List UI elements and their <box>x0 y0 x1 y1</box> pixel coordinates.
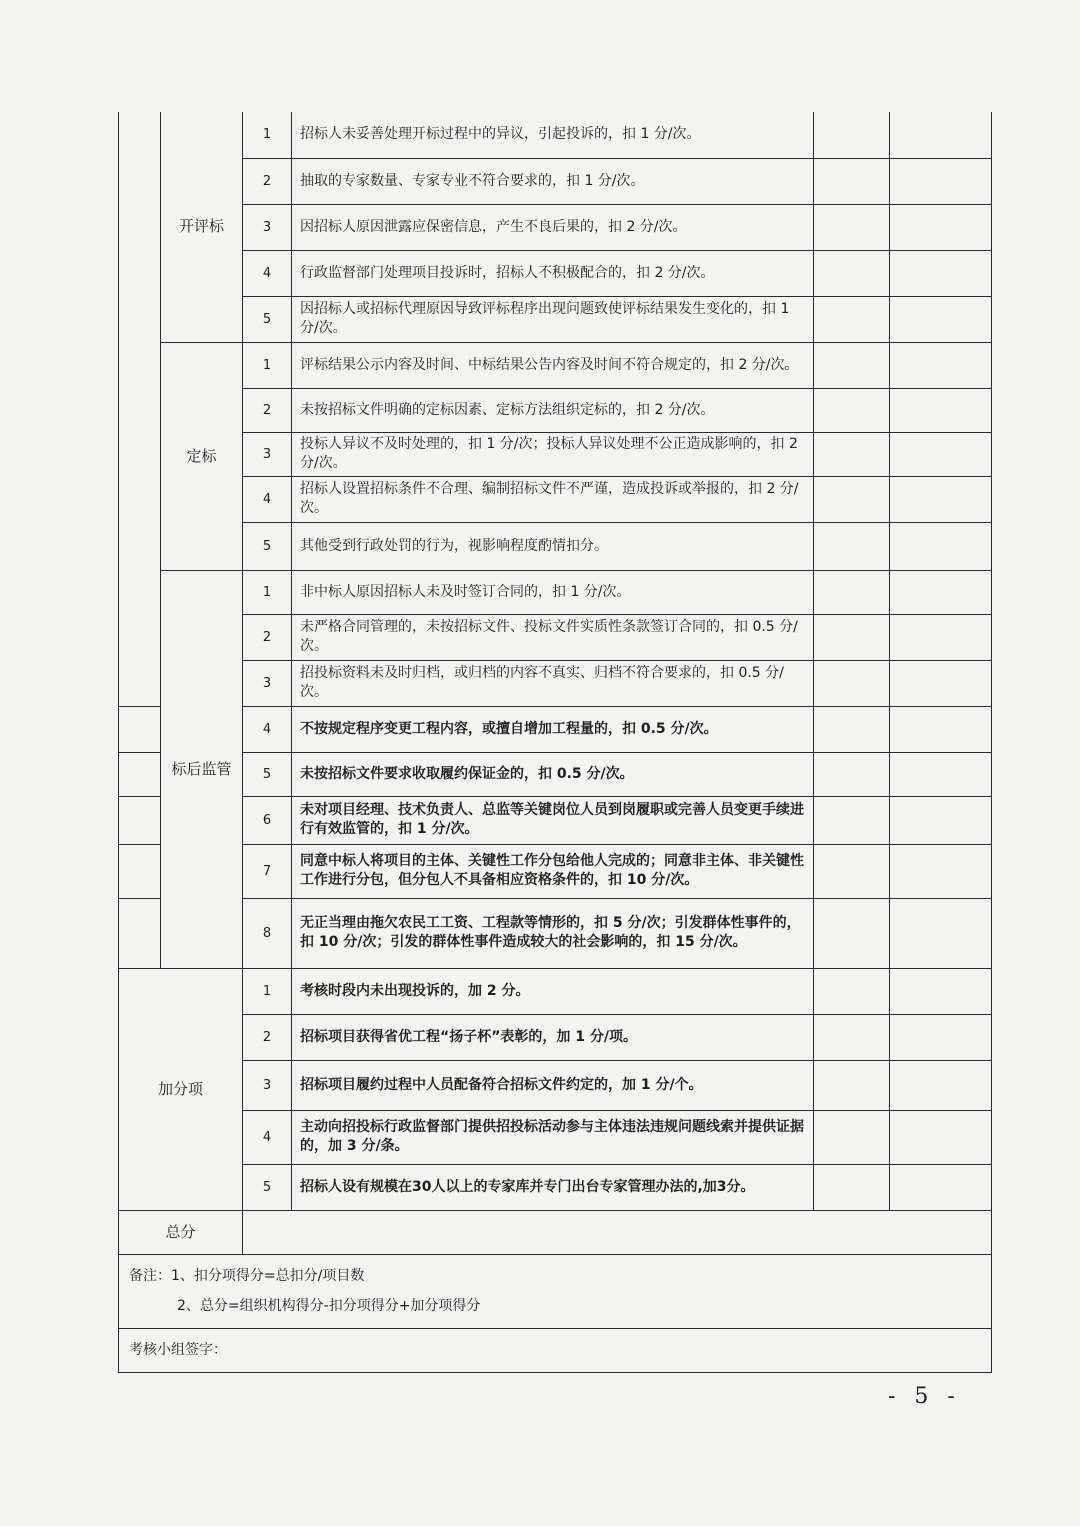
remark-cell <box>890 296 992 342</box>
section-label-dingbiao: 定标 <box>161 342 243 570</box>
item-number: 6 <box>243 796 292 844</box>
item-description: 未对项目经理、技术负责人、总监等关键岗位人员到岗履职或完善人员变更手续进行有效监管的，扣 1 分/次。 <box>292 796 814 844</box>
table-row <box>119 250 992 296</box>
deduction-cell <box>814 1110 890 1164</box>
remark-cell <box>890 796 992 844</box>
table-row <box>119 706 992 752</box>
item-number: 5 <box>243 752 292 796</box>
table-row <box>119 898 992 968</box>
outer-category-cell <box>119 844 161 898</box>
deduction-cell <box>814 250 890 296</box>
remark-cell <box>890 112 992 158</box>
item-number: 2 <box>243 1014 292 1060</box>
deduction-cell <box>814 752 890 796</box>
table-row <box>119 796 992 844</box>
item-description: 无正当理由拖欠农民工工资、工程款等情形的，扣 5 分/次；引发群体性事件的，扣 10 分/次；引发的群体性事件造成较大的社会影响的，扣 15 分/次。 <box>292 898 814 968</box>
item-number: 1 <box>243 112 292 158</box>
total-score-cell <box>243 1210 992 1254</box>
deduction-cell <box>814 660 890 706</box>
section-label-biaohoujianguan: 标后监管 <box>161 570 243 968</box>
table-row <box>119 522 992 570</box>
item-number: 7 <box>243 844 292 898</box>
section-label-kaipingbiao: 开评标 <box>161 112 243 342</box>
item-description: 未按招标文件明确的定标因素、定标方法组织定标的，扣 2 分/次。 <box>292 388 814 432</box>
item-description: 招投标资料未及时归档，或归档的内容不真实、归档不符合要求的，扣 0.5 分/次。 <box>292 660 814 706</box>
table-row <box>119 1110 992 1164</box>
item-number: 1 <box>243 342 292 388</box>
item-description: 其他受到行政处罚的行为，视影响程度酌情扣分。 <box>292 522 814 570</box>
outer-category-cell <box>119 112 161 706</box>
item-number: 2 <box>243 388 292 432</box>
outer-category-cell <box>119 706 161 752</box>
item-description: 不按规定程序变更工程内容，或擅自增加工程量的，扣 0.5 分/次。 <box>292 706 814 752</box>
item-number: 5 <box>243 296 292 342</box>
item-number: 5 <box>243 1164 292 1210</box>
item-description: 抽取的专家数量、专家专业不符合要求的，扣 1 分/次。 <box>292 158 814 204</box>
remark-cell <box>890 570 992 614</box>
deduction-cell <box>814 112 890 158</box>
remark-cell <box>890 1164 992 1210</box>
item-description: 未按招标文件要求收取履约保证金的，扣 0.5 分/次。 <box>292 752 814 796</box>
outer-category-cell <box>119 796 161 844</box>
deduction-cell <box>814 844 890 898</box>
item-description: 招标项目履约过程中人员配备符合招标文件约定的，加 1 分/个。 <box>292 1060 814 1110</box>
remark-cell <box>890 388 992 432</box>
note-line-1: 备注：1、扣分项得分=总扣分/项目数 <box>129 1268 365 1284</box>
item-number: 3 <box>243 204 292 250</box>
remark-cell <box>890 342 992 388</box>
item-number: 1 <box>243 570 292 614</box>
item-description: 因招标人原因泄露应保密信息，产生不良后果的，扣 2 分/次。 <box>292 204 814 250</box>
table-row <box>119 158 992 204</box>
deduction-cell <box>814 296 890 342</box>
item-description: 招标项目获得省优工程“扬子杯”表彰的，加 1 分/项。 <box>292 1014 814 1060</box>
item-number: 8 <box>243 898 292 968</box>
deduction-cell <box>814 204 890 250</box>
item-description: 招标人设置招标条件不合理、编制招标文件不严谨，造成投诉或举报的，扣 2 分/次。 <box>292 476 814 522</box>
table-row <box>119 1164 992 1210</box>
item-number: 3 <box>243 1060 292 1110</box>
item-description: 未严格合同管理的，未按招标文件、投标文件实质性条款签订合同的，扣 0.5 分/次。 <box>292 614 814 660</box>
table-row <box>119 432 992 476</box>
section-label-bonus: 加分项 <box>119 968 243 1210</box>
notes-row <box>119 1254 992 1328</box>
remark-cell <box>890 898 992 968</box>
item-description: 因招标人或招标代理原因导致评标程序出现问题致使评标结果发生变化的，扣 1 分/次。 <box>292 296 814 342</box>
deduction-cell <box>814 158 890 204</box>
deduction-cell <box>814 796 890 844</box>
remark-cell <box>890 752 992 796</box>
remark-cell <box>890 660 992 706</box>
table-row <box>119 388 992 432</box>
remark-cell <box>890 522 992 570</box>
item-description: 投标人异议不及时处理的，扣 1 分/次；投标人异议处理不公正造成影响的，扣 2 分/次。 <box>292 432 814 476</box>
table-row <box>119 1060 992 1110</box>
deduction-cell <box>814 432 890 476</box>
table-row <box>119 614 992 660</box>
item-number: 2 <box>243 158 292 204</box>
page-number: - 5 - <box>888 1384 961 1409</box>
item-number: 4 <box>243 1110 292 1164</box>
item-description: 招标人设有规模在30人以上的专家库并专门出台专家管理办法的,加3分。 <box>292 1164 814 1210</box>
remark-cell <box>890 476 992 522</box>
table-row <box>119 342 992 388</box>
remark-cell <box>890 844 992 898</box>
total-row <box>119 1210 992 1254</box>
table-row <box>119 1014 992 1060</box>
item-number: 5 <box>243 522 292 570</box>
item-description: 考核时段内未出现投诉的，加 2 分。 <box>292 968 814 1014</box>
remark-cell <box>890 250 992 296</box>
table-row <box>119 204 992 250</box>
table-row <box>119 570 992 614</box>
table-row <box>119 660 992 706</box>
table-row <box>119 968 992 1014</box>
item-number: 4 <box>243 706 292 752</box>
item-description: 主动向招投标行政监督部门提供招投标活动参与主体违法违规问题线索并提供证据的，加 3 分/条。 <box>292 1110 814 1164</box>
item-number: 2 <box>243 614 292 660</box>
remark-cell <box>890 968 992 1014</box>
table-row <box>119 112 992 158</box>
notes-cell <box>119 1254 992 1328</box>
remark-cell <box>890 1014 992 1060</box>
item-number: 3 <box>243 432 292 476</box>
signature-row <box>119 1328 992 1372</box>
remark-cell <box>890 1110 992 1164</box>
deduction-cell <box>814 522 890 570</box>
deduction-cell <box>814 968 890 1014</box>
signature-label: 考核小组签字： <box>119 1328 992 1372</box>
item-description: 非中标人原因招标人未及时签订合同的，扣 1 分/次。 <box>292 570 814 614</box>
table-row <box>119 476 992 522</box>
deduction-cell <box>814 1014 890 1060</box>
item-number: 1 <box>243 968 292 1014</box>
remark-cell <box>890 158 992 204</box>
item-number: 4 <box>243 250 292 296</box>
remark-cell <box>890 706 992 752</box>
deduction-cell <box>814 1164 890 1210</box>
table-row <box>119 844 992 898</box>
outer-category-cell <box>119 752 161 796</box>
remark-cell <box>890 614 992 660</box>
remark-cell <box>890 204 992 250</box>
item-number: 4 <box>243 476 292 522</box>
item-description: 评标结果公示内容及时间、中标结果公告内容及时间不符合规定的，扣 2 分/次。 <box>292 342 814 388</box>
deduction-cell <box>814 614 890 660</box>
item-description: 行政监督部门处理项目投诉时，招标人不积极配合的，扣 2 分/次。 <box>292 250 814 296</box>
deduction-cell <box>814 570 890 614</box>
deduction-cell <box>814 706 890 752</box>
deduction-cell <box>814 898 890 968</box>
deduction-cell <box>814 342 890 388</box>
item-description: 同意中标人将项目的主体、关键性工作分包给他人完成的；同意非主体、非关键性工作进行分包，但分包人不具备相应资格条件的，扣 10 分/次。 <box>292 844 814 898</box>
assessment-table <box>118 112 992 1373</box>
table-row <box>119 296 992 342</box>
deduction-cell <box>814 476 890 522</box>
outer-category-cell <box>119 898 161 968</box>
remark-cell <box>890 432 992 476</box>
remark-cell <box>890 1060 992 1110</box>
total-label: 总分 <box>119 1210 243 1254</box>
item-description: 招标人未妥善处理开标过程中的异议，引起投诉的，扣 1 分/次。 <box>292 112 814 158</box>
note-line-2: 2、总分=组织机构得分-扣分项得分+加分项得分 <box>177 1298 481 1314</box>
table-row <box>119 752 992 796</box>
deduction-cell <box>814 1060 890 1110</box>
deduction-cell <box>814 388 890 432</box>
item-number: 3 <box>243 660 292 706</box>
